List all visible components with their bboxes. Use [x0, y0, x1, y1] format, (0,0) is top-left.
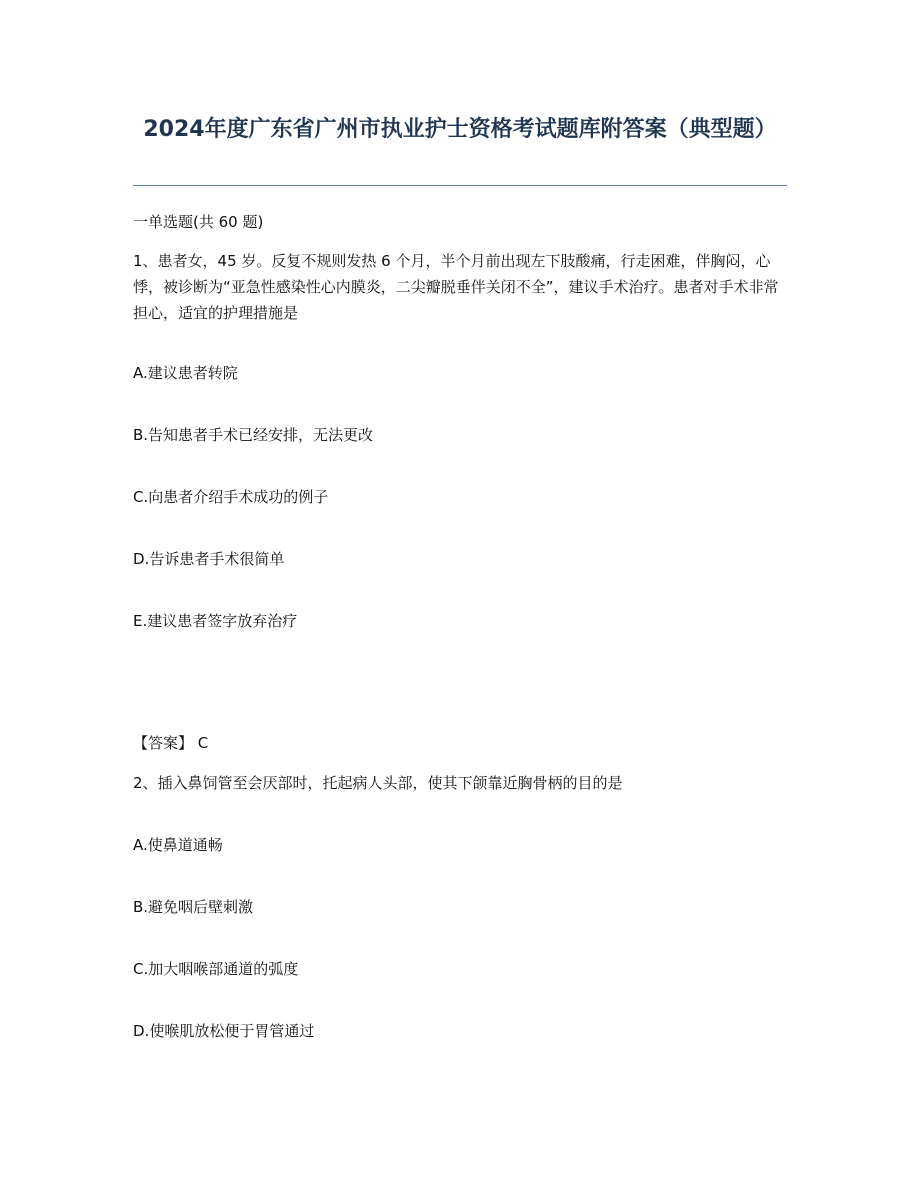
question-1-option-d: D.告诉患者手术很简单: [133, 550, 285, 568]
question-1-option-a: A.建议患者转院: [133, 364, 238, 382]
question-2-option-a: A.使鼻道通畅: [133, 836, 223, 854]
question-2-option-d: D.使喉肌放松便于胃管通过: [133, 1022, 315, 1040]
section-heading: 一单选题(共 60 题): [133, 213, 264, 231]
question-1-option-e: E.建议患者签字放弃治疗: [133, 612, 298, 630]
question-1-option-b: B.告知患者手术已经安排，无法更改: [133, 426, 374, 444]
document-title: 2024年度广东省广州市执业护士资格考试题库附答案（典型题）: [143, 117, 777, 142]
question-2-option-c: C.加大咽喉部通道的弧度: [133, 960, 299, 978]
question-1-stem: 1、患者女，45 岁。反复不规则发热 6 个月，半个月前出现左下肢酸痛，行走困难，伴胸闷，心悸，被诊断为“亚急性感染性心内膜炎，二尖瓣脱垂伴关闭不全”，建议手术治疗。患者对手术非常担心，适宜的护理措施是: [133, 252, 779, 322]
question-1-option-c: C.向患者介绍手术成功的例子: [133, 488, 329, 506]
question-1-answer: 【答案】 C: [133, 734, 209, 752]
question-2-stem: 2、插入鼻饲管至会厌部时，托起病人头部，使其下颌靠近胸骨柄的目的是: [133, 774, 623, 792]
title-divider: [133, 185, 787, 186]
question-2-option-b: B.避免咽后壁刺激: [133, 898, 254, 916]
